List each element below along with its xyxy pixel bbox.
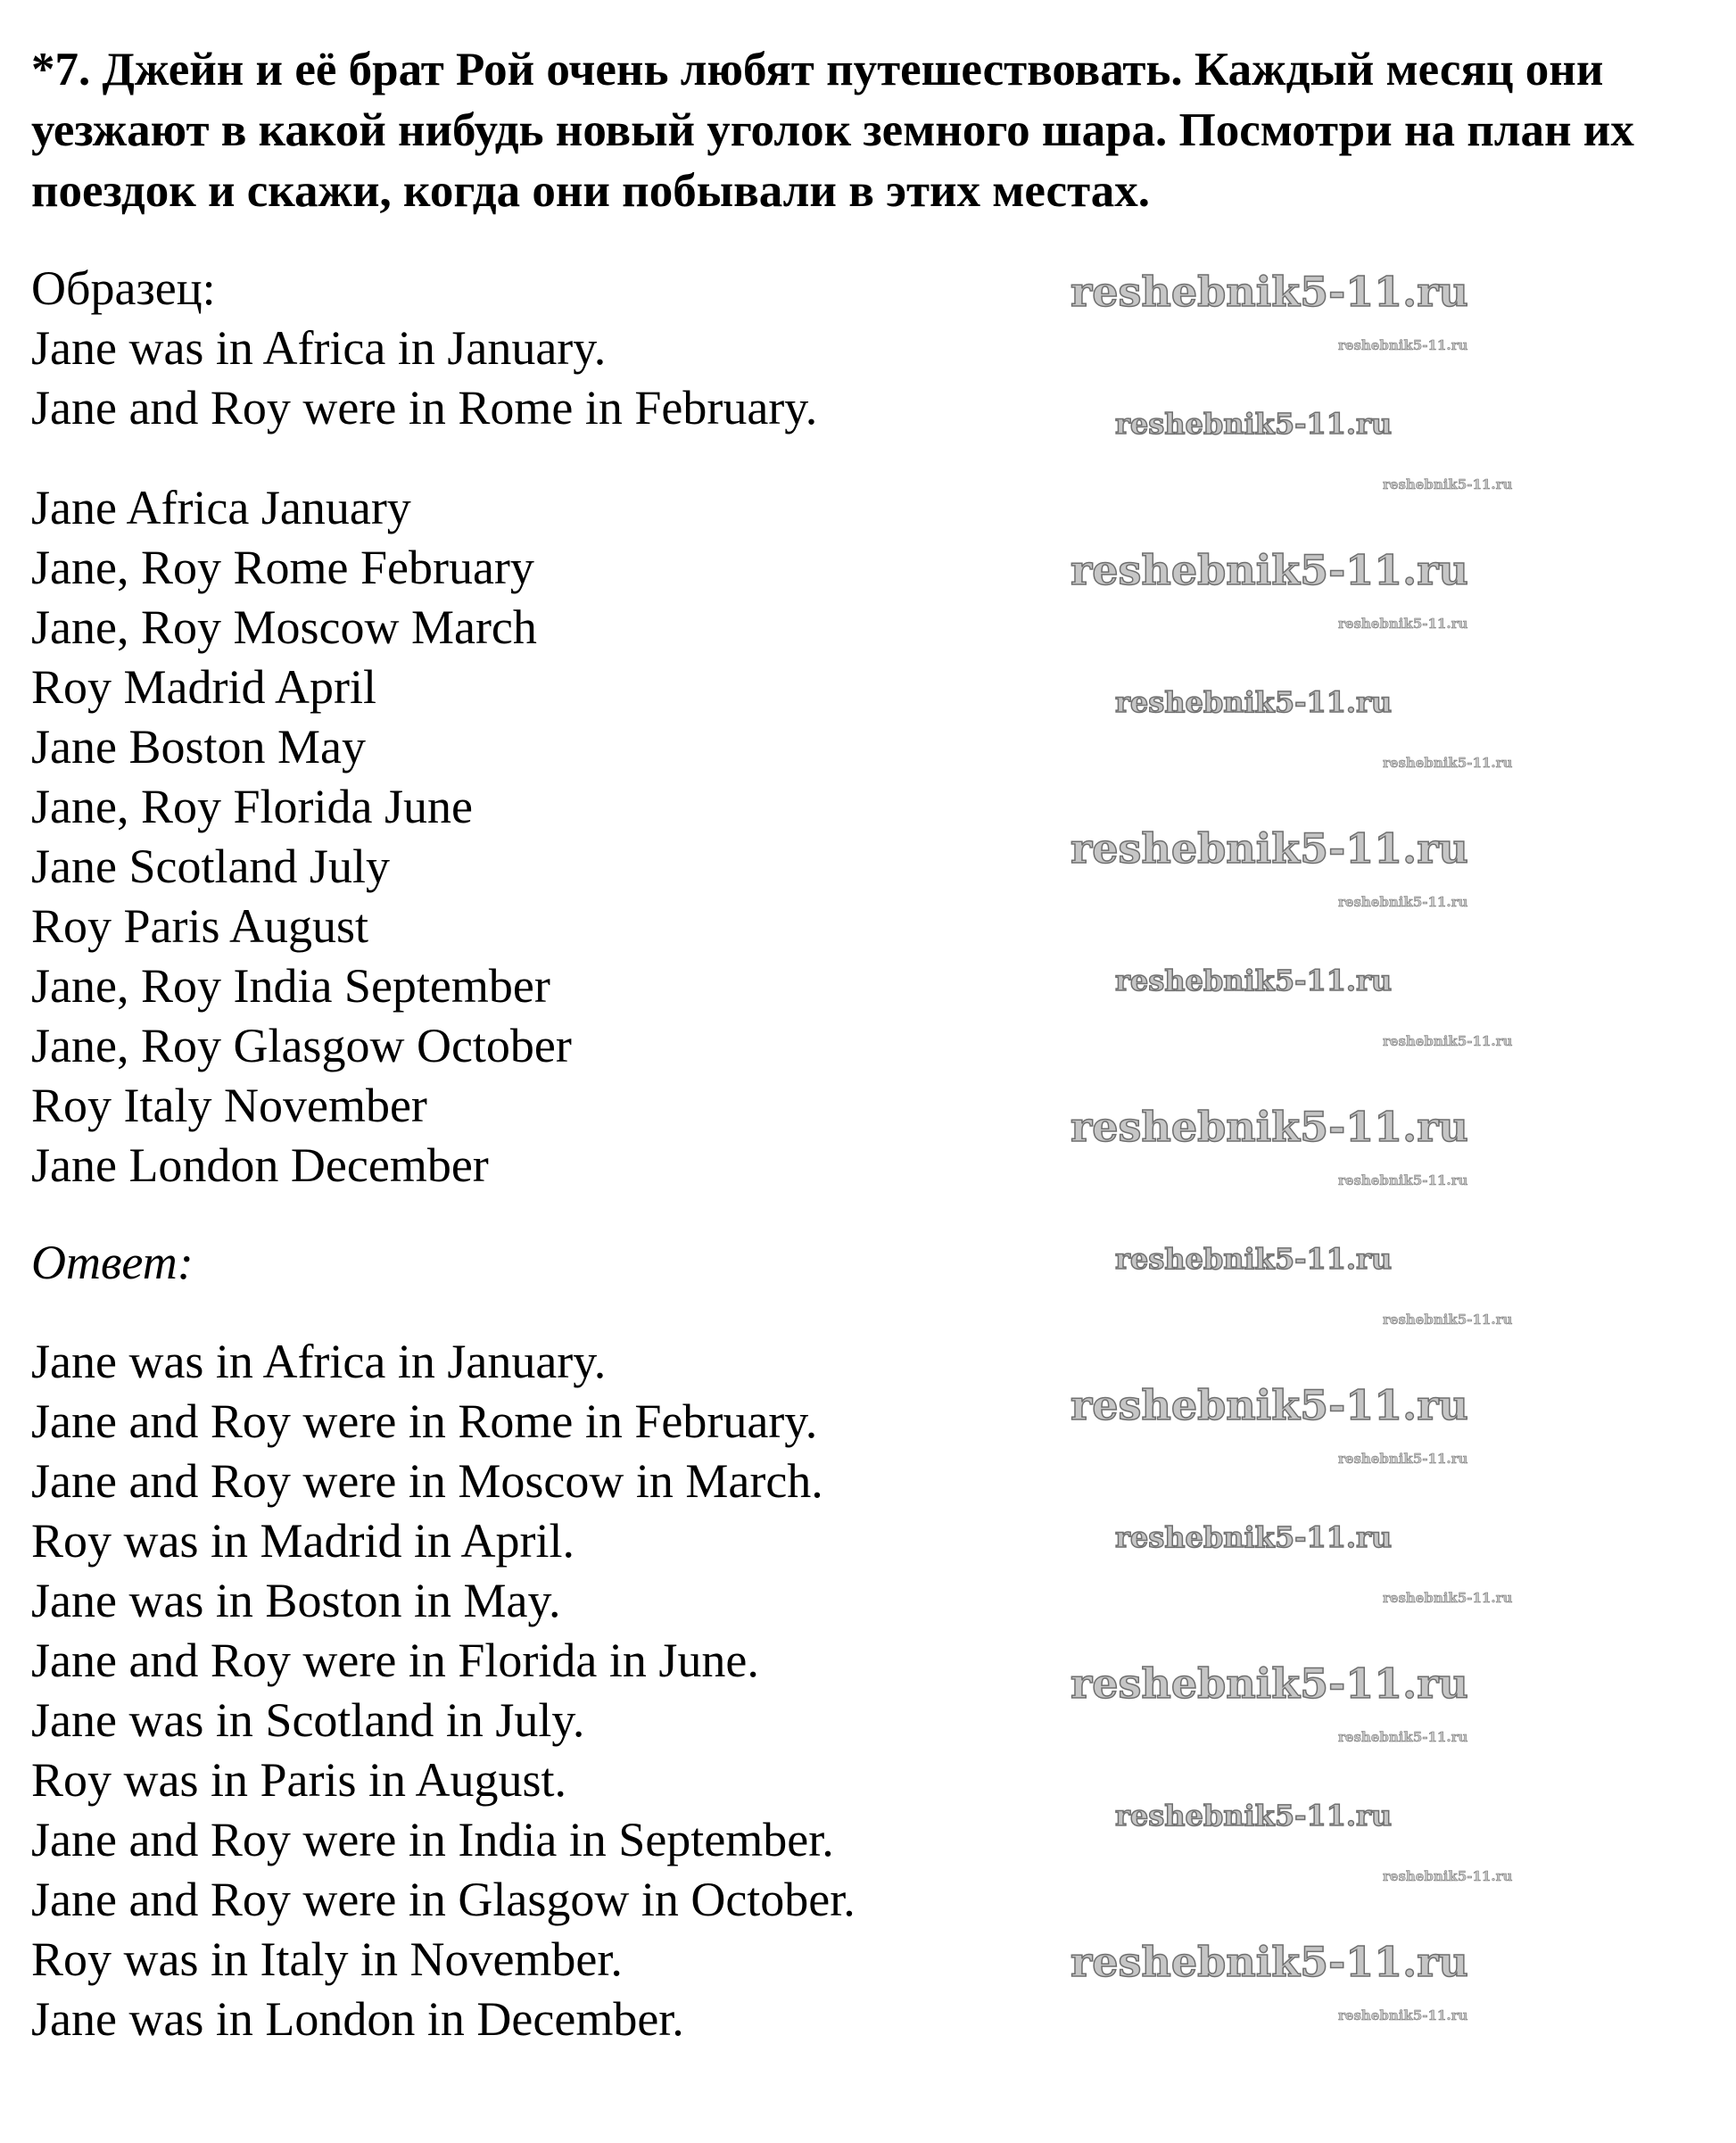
- watermark: reshebnik5-11.ru: [1383, 1590, 1513, 1606]
- watermark: reshebnik5-11.ru: [1338, 1729, 1468, 1745]
- watermark: reshebnik5-11.ru: [1071, 1103, 1468, 1151]
- watermark: reshebnik5-11.ru: [1071, 1659, 1468, 1708]
- task-title: *7. Джейн и её брат Рой очень любят путешествовать. Каждый месяц они уезжают в какой нибудь новый уголок земного шара. Посмотри на план их поездок и скажи, когда они побывали в этих местах.: [31, 44, 1634, 217]
- plan-item: Jane, Roy Florida June: [31, 780, 473, 833]
- watermark: reshebnik5-11.ru: [1383, 755, 1513, 771]
- watermark: reshebnik5-11.ru: [1338, 894, 1468, 910]
- watermark: reshebnik5-11.ru: [1383, 476, 1513, 492]
- watermark: reshebnik5-11.ru: [1338, 1451, 1468, 1467]
- watermark: reshebnik5-11.ru: [1338, 1172, 1468, 1188]
- plan-item: Jane London December: [31, 1138, 489, 1192]
- watermark: reshebnik5-11.ru: [1383, 1868, 1513, 1884]
- watermark: reshebnik5-11.ru: [1383, 1311, 1513, 1328]
- answer-line: Jane and Roy were in India in September.: [31, 1813, 834, 1866]
- plan-item: Jane, Roy Moscow March: [31, 600, 537, 654]
- plan-item: Jane, Roy Glasgow October: [31, 1019, 572, 1072]
- answer-line: Roy was in Italy in November.: [31, 1932, 623, 1986]
- sample-label: Образец:: [31, 261, 216, 315]
- plan-item: Roy Madrid April: [31, 660, 376, 714]
- plan-item: Jane Boston May: [31, 720, 366, 774]
- answer-line: Jane and Roy were in Glasgow in October.: [31, 1873, 856, 1926]
- answer-line: Jane was in Africa in January.: [31, 1335, 607, 1388]
- watermark: reshebnik5-11.ru: [1115, 1799, 1393, 1833]
- watermark: reshebnik5-11.ru: [1115, 964, 1393, 997]
- plan-item: Jane Africa January: [31, 481, 411, 534]
- answer-line: Roy was in Madrid in April.: [31, 1514, 575, 1568]
- answer-line: Jane was in Boston in May.: [31, 1574, 561, 1627]
- answer-line: Jane and Roy were in Rome in February.: [31, 1394, 818, 1448]
- sample-line: Jane was in Africa in January.: [31, 321, 607, 375]
- plan-item: Jane Scotland July: [31, 840, 390, 893]
- plan-item: Jane, Roy Rome February: [31, 541, 534, 594]
- answer-line: Jane and Roy were in Moscow in March.: [31, 1454, 823, 1508]
- watermark: reshebnik5-11.ru: [1338, 337, 1468, 353]
- watermark: reshebnik5-11.ru: [1338, 2007, 1468, 2023]
- answer-line: Jane was in Scotland in July.: [31, 1693, 585, 1747]
- watermark: reshebnik5-11.ru: [1071, 1381, 1468, 1429]
- answer-line: Roy was in Paris in August.: [31, 1753, 567, 1807]
- watermark: reshebnik5-11.ru: [1071, 546, 1468, 594]
- watermark: reshebnik5-11.ru: [1115, 407, 1393, 441]
- plan-item: Roy Italy November: [31, 1079, 427, 1132]
- watermark: reshebnik5-11.ru: [1071, 1938, 1468, 1986]
- sample-line: Jane and Roy were in Rome in February.: [31, 381, 818, 434]
- answer-line: Jane was in London in December.: [31, 1992, 684, 2046]
- plan-item: Roy Paris August: [31, 899, 369, 953]
- answer-label: Ответ:: [31, 1236, 194, 1289]
- watermark: reshebnik5-11.ru: [1115, 1242, 1393, 1276]
- watermark: reshebnik5-11.ru: [1071, 824, 1468, 873]
- watermark: reshebnik5-11.ru: [1338, 616, 1468, 632]
- watermark: reshebnik5-11.ru: [1071, 268, 1468, 316]
- watermark: reshebnik5-11.ru: [1115, 1520, 1393, 1554]
- answer-line: Jane and Roy were in Florida in June.: [31, 1634, 759, 1687]
- watermark: reshebnik5-11.ru: [1115, 685, 1393, 719]
- plan-item: Jane, Roy India September: [31, 959, 550, 1013]
- watermark: reshebnik5-11.ru: [1383, 1033, 1513, 1049]
